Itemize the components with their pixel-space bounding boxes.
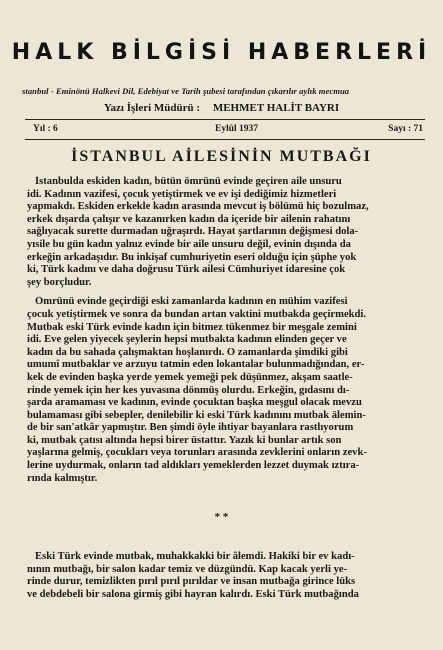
text-line: kek de evinden başka yerde yemek yemeği pek düşünmez, akşam saatle- xyxy=(27,371,353,383)
text-line: sağlıyacak surette durmadan uğraşırdı. Hayat şartlarının değişmesi dola- xyxy=(27,226,359,238)
section-separator: * * xyxy=(214,511,229,523)
issue-number: Sayı : 71 xyxy=(388,124,423,134)
article-body xyxy=(27,176,431,492)
issue-date: Eylûl 1937 xyxy=(215,124,259,134)
text-line: ki, Türk kadını ve daha doğrusu Türk ailesi Cümhuriyet idaresine çok xyxy=(27,264,346,276)
text-line: şarda aramaması ve kadının, evinde çocuktan başka meşgul olacak mevzu xyxy=(27,397,362,409)
text-line: bulamaması gibi sebepler, denilebilir ki eski Türk kadınını mutbak älemin- xyxy=(27,409,366,421)
text-line: yapmakdı. Eskiden erkekle kadın arasında mevcut iş bölümü hiç bozulmaz, xyxy=(27,201,369,213)
editor-name: MEHMET HALİT BAYRI xyxy=(212,102,340,114)
text-line: Eski Türk evinde mutbak, muhakkakki bir âlemdi. Hakiki bir ev kadı- xyxy=(35,551,355,562)
text-line: lerine uydurmak, onların tad aldıkları yemeklerden lezzet duymak ıztıra- xyxy=(27,460,360,472)
text-line: idi. Eve gelen yiyecek şeylerin hepsi mutbakta kadının elinden geçer ve xyxy=(27,334,347,346)
text-line: rinde durur, temizlikten pırıl pırıl pırıldar ve insan mutbağa girince lüks xyxy=(27,576,356,588)
paragraph-1 xyxy=(27,176,431,289)
editor-label: Yazı İşleri Müdürü : xyxy=(103,102,201,114)
issue-info-bar xyxy=(25,122,425,138)
text-line: İstanbulda eskiden kadın, bütün ömrünü evinde geçiren aile unsuru xyxy=(35,176,342,187)
top-rule xyxy=(25,119,425,120)
paragraph-2 xyxy=(27,296,431,485)
text-line: yaşlarına gelmiş, çocukları veya torunları arasında zevklerini onların zevk- xyxy=(27,447,367,459)
publisher-subtitle: stanbul - Eminönü Halkevi Dil, Edebiyat ve Tarih şubesi tarafından çıkarılır aylık mecmua xyxy=(22,86,350,96)
text-line: kadın da bu sahada çalışmaktan hoşlanırdı. O zamanlarda şimdiki gibi xyxy=(27,346,348,358)
text-line: yısile bu gün kadın yalnız evinde bir aile unsuru değil, evinin dışında da xyxy=(27,238,351,250)
text-line: Ömrünü evinde geçirdiği eski zamanlarda kadının en mühim vazifesi xyxy=(35,296,348,308)
text-line: şey borçludur. xyxy=(27,276,92,288)
article-title: İSTANBUL AİLESİNİN MUTBAĞI xyxy=(71,148,372,165)
masthead-title: HALK BİLGİSİ HABERLERİ xyxy=(11,40,432,65)
bottom-rule xyxy=(25,139,425,140)
text-line: umumî mutbaklar ve arzuyu tatmin eden lokantalar bulunmadığından, er- xyxy=(27,359,365,371)
text-line: rinde yemek için her kes yuvasına dönmüş olurdu. Erkeğin, gıdasını dı- xyxy=(27,384,350,396)
text-line: idi. Kadının vazifesi, çocuk yetiştirmek ve ev işi dediğimiz hizmetleri xyxy=(27,188,337,200)
text-line: erkek dışarda çalışır ve kazanırken kadın da içeride bir ailenin rahatını xyxy=(27,213,351,225)
text-line: rında kalmıştır. xyxy=(27,472,98,484)
article-body-continued xyxy=(27,551,431,601)
editor-line xyxy=(0,102,443,114)
text-line: çocuk yetiştirmek ve sonra da bundan artan vaktini mutbakda geçirmekdi. xyxy=(27,308,367,320)
text-line: ve debdebeli bir salona girmiş gibi hayran kalırdı. Eski Türk mutbağında xyxy=(27,588,359,600)
year-label: Yıl : 6 xyxy=(33,124,58,134)
text-line: Mutbak eski Türk evinde kadın için bitmez tükenmez bir meşgale zemini xyxy=(27,321,357,333)
text-line: nının mutbağı, bir salon kadar temiz ve düzgündü. Kap kacak yerli ye- xyxy=(27,563,348,575)
text-line: erkeğin arkadaşıdır. Bu inkişaf cumhuriyetin eseri olduğu için şüphe yok xyxy=(27,251,357,263)
text-line: de bir san'atkâr yapmıştır. Ben şimdi öyle ihtiyar bayanlara rastlıyorum xyxy=(27,422,354,434)
text-line: ki, mutbak çatısı altında hepsi birer üstattır. Yazık ki bunlar artık son xyxy=(27,434,342,446)
